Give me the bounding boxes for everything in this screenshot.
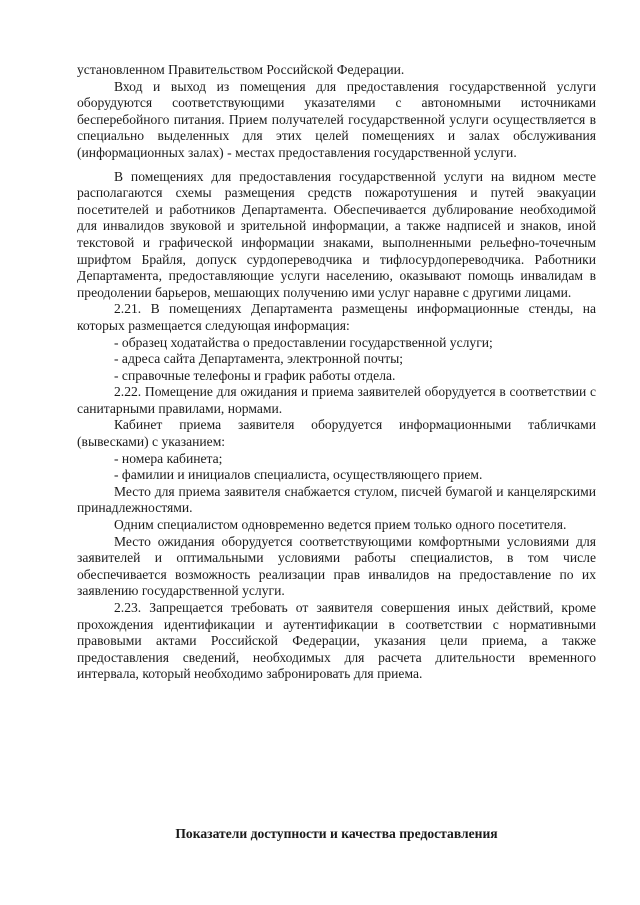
paragraph-waiting-area: Место ожидания оборудуется соответствующими комфортными условиями для заявителей и оптимальными условиями работы специалистов, в том числе обеспечивается возможность реализации прав инвалидов на предоставление по их заявлению государственной услуги. — [77, 533, 596, 599]
paragraph-entrance-exit: Вход и выход из помещения для предоставления государственной услуги оборудуются соответствующими указателями с автономными источниками бесперебойного питания. Прием получателей государственной услуги осуществляется в специально выделенных для этих целей помещениях и залах обслуживания (информационных залах) - местах предоставления государственной услуги. — [77, 78, 596, 160]
paragraph-continuation: установленном Правительством Российской Федерации. — [77, 62, 405, 77]
paragraph-office-signs: Кабинет приема заявителя оборудуется информационными табличками (вывесками) с указанием: — [77, 417, 596, 450]
list-item-room-number: - номера кабинета; — [114, 450, 223, 466]
list-item-phones-schedule: - справочные телефоны и график работы отдела. — [114, 367, 396, 383]
paragraph-2-21: 2.21. В помещениях Департамента размещены информационные стенды, на которых размещается следующая информация: — [77, 301, 596, 333]
paragraph-2-22: 2.22. Помещение для ожидания и приема заявителей оборудуется в соответствии с санитарными правилами, нормами. — [77, 384, 596, 416]
paragraph-reception-place: Место для приема заявителя снабжается стулом, писчей бумагой и канцелярскими принадлежностями. — [77, 483, 596, 516]
list-item-website-email: - адреса сайта Департамента, электронной почты; — [114, 351, 404, 367]
paragraph-evacuation-schemes: В помещениях для предоставления государственной услуги на видном месте располагаются схемы размещения средств пожаротушения и путей эвакуации посетителей и работников Департамента. Обеспечивается дублирование необходимой для инвалидов звуковой и зрительной информации, а также надписей и знаков, иной текстовой и графической информации знаками, выполненными рельефно-точечным шрифтом Брайля, допуск сурдопереводчика и тифлосурдопереводчика. Работники Департамента, предоставляющие услуги населению, оказывают помощь инвалидам в преодолении барьеров, мешающих получению ими услуг наравне с другими лицами. — [77, 168, 596, 300]
section-heading: Показатели доступности и качества предоставления — [175, 826, 498, 841]
list-item-application-sample: - образец ходатайства о предоставлении государственной услуги; — [114, 334, 493, 350]
document-body — [77, 62, 596, 683]
paragraph-2-23: 2.23. Запрещается требовать от заявителя совершения иных действий, кроме прохождения идентификации и аутентификации в соответствии с нормативными правовыми актами Российской Федерации, указания цели приема, а также предоставления сведений, необходимых для расчета длительности временного интервала, который необходимо забронировать для приема. — [77, 600, 596, 682]
list-item-specialist-name: - фамилии и инициалов специалиста, осуществляющего прием. — [114, 467, 483, 483]
paragraph-one-specialist: Одним специалистом одновременно ведется прием только одного посетителя. — [114, 517, 567, 533]
